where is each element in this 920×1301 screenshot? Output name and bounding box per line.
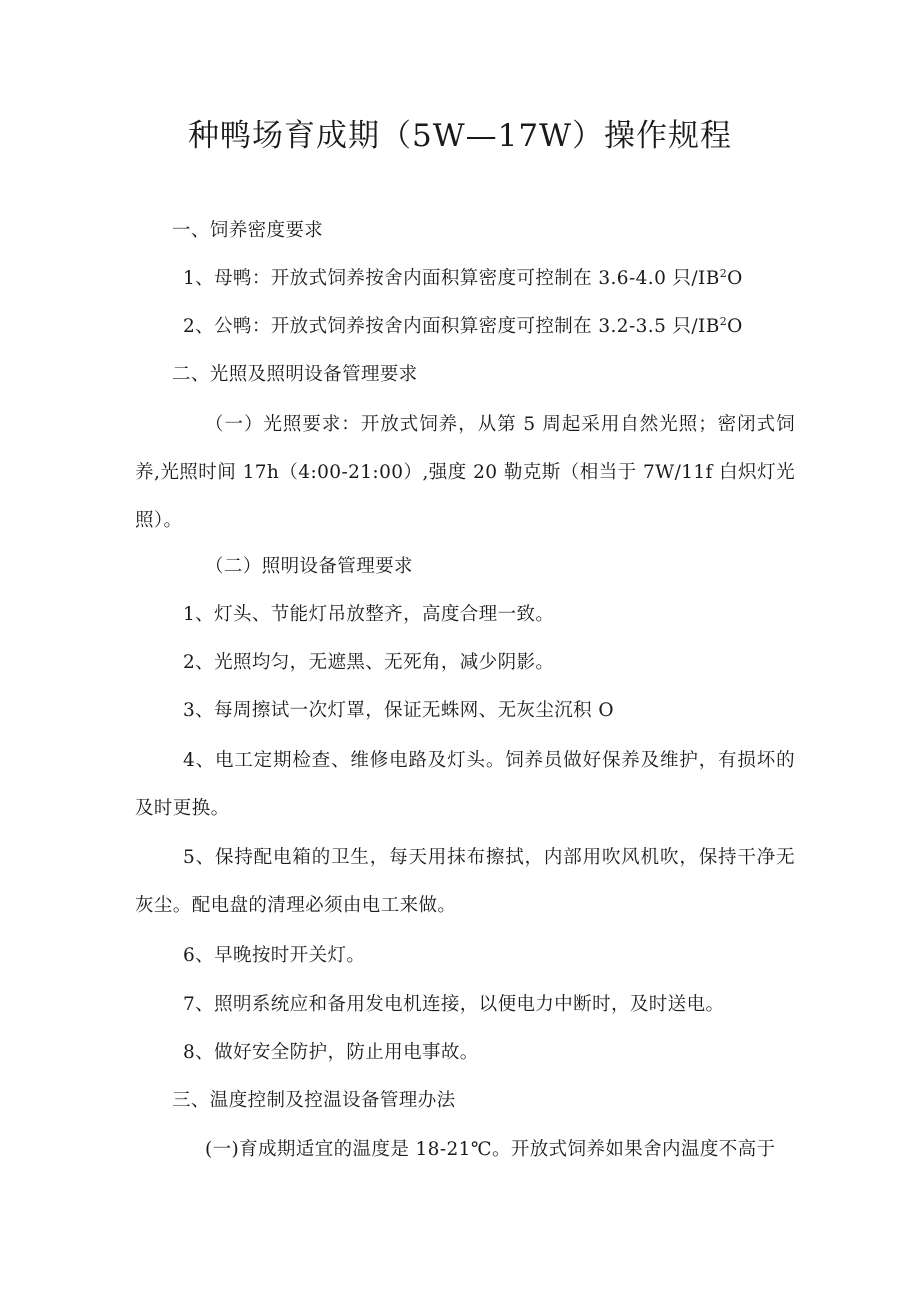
- density-item-female: [135, 255, 795, 303]
- lighting-item-5: 5、保持配电箱的卫生，每天用抹布擦拭，内部用吹风机吹，保持干净无灰尘。配电盘的清理必须由电工来做。: [135, 847, 795, 916]
- density-item-male-text: 2、公鸭：开放式饲养按舍内面积算密度可控制在 3.2-3.5 只/IB: [183, 316, 720, 337]
- density-item-male: [135, 303, 795, 351]
- density-item-female-sup: 2: [719, 266, 728, 280]
- lighting-item-8: 8、做好安全防护，防止用电事故。: [183, 1042, 479, 1063]
- density-item-female-tail: O: [727, 268, 743, 289]
- lighting-item-1: 1、灯头、节能灯吊放整齐，高度合理一致。: [183, 604, 555, 625]
- lighting-item-7: 7、照明系统应和备用发电机连接，以便电力中断时，及时送电。: [183, 994, 725, 1015]
- lighting-item-6: 6、早晚按时开关灯。: [183, 945, 366, 966]
- lighting-requirement-paragraph: （一）光照要求：开放式饲养，从第 5 周起采用自然光照；密闭式饲养,光照时间 17h（4:00-21:00）,强度 20 勒克斯（相当于 7W/11f 白炽灯光照）。: [135, 414, 795, 531]
- section-heading-temperature: 三、温度控制及控温设备管理办法: [172, 1090, 456, 1111]
- lighting-item-3: 3、每周擦试一次灯罩，保证无蛛网、无灰尘沉积 O: [183, 700, 614, 721]
- section-heading-lighting: 二、光照及照明设备管理要求: [172, 364, 418, 385]
- density-item-female-text: 1、母鸭：开放式饲养按舍内面积算密度可控制在 3.6-4.0 只/IB: [183, 268, 720, 289]
- lighting-item-4: 4、电工定期检查、维修电路及灯头。饲养员做好保养及维护，有损坏的及时更换。: [135, 750, 795, 819]
- density-item-male-tail: O: [727, 316, 743, 337]
- temperature-paragraph-start: (一)育成期适宜的温度是 18-21℃。开放式饲养如果舍内温度不高于: [205, 1139, 776, 1160]
- document-title: 种鸭场育成期（5W—17W）操作规程: [188, 118, 732, 154]
- section-heading-density: 一、饲养密度要求: [172, 220, 324, 241]
- lighting-item-2: 2、光照均匀，无遮黑、无死角，减少阴影。: [183, 652, 555, 673]
- density-item-male-sup: 2: [719, 314, 728, 328]
- lighting-equipment-subheading: （二）照明设备管理要求: [205, 556, 413, 577]
